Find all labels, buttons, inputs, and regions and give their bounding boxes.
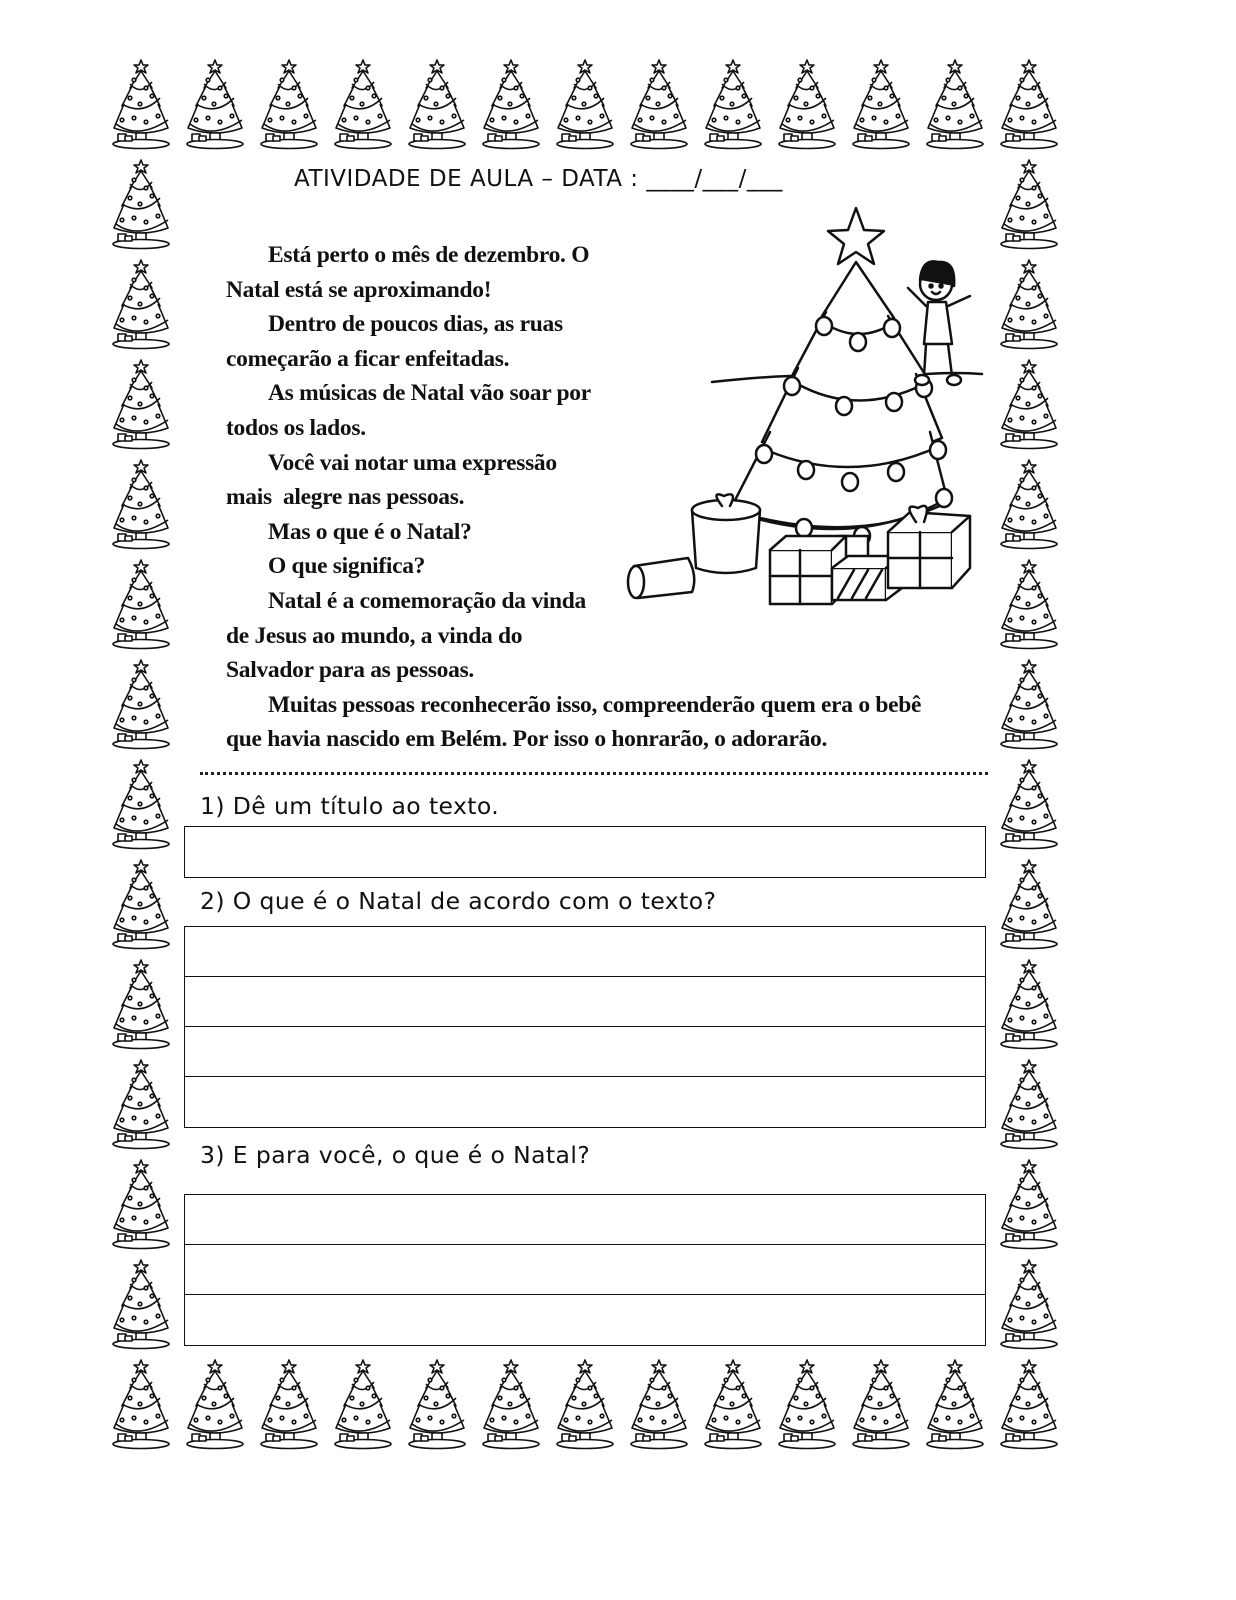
christmas-tree-icon [922,58,988,150]
story-line: Natal está se aproximando! [226,276,492,303]
christmas-tree-icon [996,958,1062,1050]
christmas-tree-icon [700,1358,766,1450]
story-line: Dentro de poucos dias, as ruas [268,311,563,338]
christmas-tree-icon [700,58,766,150]
christmas-tree-icon [996,458,1062,550]
christmas-tree-icon [996,258,1062,350]
christmas-tree-icon [108,58,174,150]
christmas-tree-icon [996,858,1062,950]
story-line: O que significa? [268,553,426,580]
christmas-tree-icon [996,1258,1062,1350]
christmas-tree-icon [996,1358,1062,1450]
christmas-tree-icon [996,658,1062,750]
story-line: mais alegre nas pessoas. [226,484,465,511]
christmas-tree-icon [256,58,322,150]
story-line: que havia nascido em Belém. Por isso o honrarão, o adorarão. [226,726,828,753]
christmas-tree-icon [404,58,470,150]
answer-box-3[interactable] [184,1194,986,1346]
christmas-tree-icon [552,58,618,150]
answer-line[interactable] [185,1245,985,1295]
christmas-tree-icon [848,1358,914,1450]
answer-line[interactable] [185,1027,985,1077]
answer-line[interactable] [185,827,985,877]
christmas-tree-icon [996,158,1062,250]
christmas-tree-icon [182,58,248,150]
answer-box-2[interactable] [184,926,986,1128]
story-line: todos os lados. [226,414,366,441]
story-line: de Jesus ao mundo, a vinda do [226,622,523,649]
christmas-tree-icon [478,58,544,150]
answer-line[interactable] [185,1295,985,1345]
star-icon [828,208,884,264]
christmas-tree-icon [626,58,692,150]
christmas-tree-icon [108,1158,174,1250]
christmas-tree-icon [182,1358,248,1450]
christmas-tree-icon [108,758,174,850]
christmas-tree-icon [330,58,396,150]
christmas-tree-icon [108,358,174,450]
christmas-tree-icon [108,658,174,750]
christmas-tree-icon [108,858,174,950]
christmas-tree-icon [774,1358,840,1450]
christmas-tree-icon [478,1358,544,1450]
christmas-tree-icon [108,258,174,350]
christmas-tree-icon [996,1058,1062,1150]
christmas-tree-icon [996,758,1062,850]
christmas-tree-icon [404,1358,470,1450]
answer-line[interactable] [185,1195,985,1245]
answer-line[interactable] [185,977,985,1027]
christmas-tree-icon [256,1358,322,1450]
christmas-tree-icon [996,1158,1062,1250]
christmas-tree-icon [626,1358,692,1450]
christmas-tree-icon [108,558,174,650]
dotted-divider [200,772,988,775]
answer-line[interactable] [185,1077,985,1127]
question-2: 2) O que é o Natal de acordo com o texto? [200,887,717,915]
page-title: ATIVIDADE DE AULA – DATA : ____/___/___ [294,166,783,192]
question-3: 3) E para você, o que é o Natal? [200,1141,591,1169]
christmas-tree-icon [108,458,174,550]
christmas-tree-icon [774,58,840,150]
christmas-tree-icon [108,958,174,1050]
christmas-tree-icon [996,58,1062,150]
answer-line[interactable] [185,927,985,977]
story-line: Muitas pessoas reconhecerão isso, compreenderão quem era o bebê [268,691,922,718]
christmas-tree-icon [330,1358,396,1450]
story-line: Natal é a comemoração da vinda [268,587,586,614]
story-line: Você vai notar uma expressão [268,449,557,476]
story-line: Salvador para as pessoas. [226,657,475,684]
christmas-tree-icon [996,558,1062,650]
christmas-tree-icon [848,58,914,150]
christmas-tree-icon [922,1358,988,1450]
answer-box-1[interactable] [184,826,986,878]
story-line: Está perto o mês de dezembro. O [268,242,590,268]
christmas-tree-icon [108,1258,174,1350]
question-1: 1) Dê um título ao texto. [200,792,500,820]
christmas-tree-icon [552,1358,618,1450]
christmas-tree-icon [108,158,174,250]
story-line: Mas o que é o Natal? [268,518,472,545]
story-line: começarão a ficar enfeitadas. [226,345,510,372]
christmas-illustration [626,206,988,616]
story-line: As músicas de Natal vão soar por [268,380,591,407]
christmas-tree-icon [108,1358,174,1450]
christmas-tree-icon [108,1058,174,1150]
christmas-tree-icon [996,358,1062,450]
